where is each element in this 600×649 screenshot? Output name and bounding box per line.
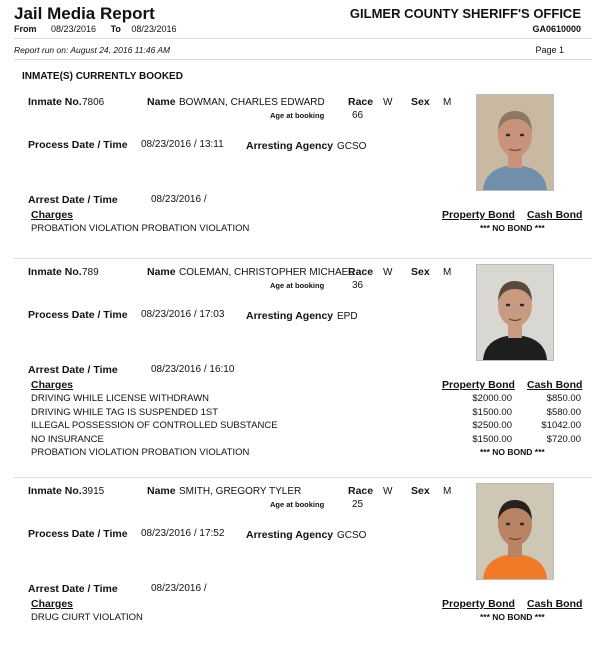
age-value: 25	[352, 499, 364, 510]
inmate-name: COLEMAN, CHRISTOPHER MICHAEL	[179, 267, 354, 278]
process-date-time-value: 08/23/2016 / 17:03	[141, 309, 225, 320]
office-code: GA0610000	[532, 24, 581, 34]
age-value: 36	[352, 280, 364, 291]
arrest-date-time-value: 08/23/2016 /	[151, 583, 207, 594]
property-bond-amount: $2000.00	[472, 393, 512, 404]
divider	[14, 258, 592, 259]
charge-description: ILLEGAL POSSESSION OF CONTROLLED SUBSTANCE	[31, 420, 278, 431]
arresting-agency-label: Arresting Agency	[246, 140, 334, 152]
cash-bond-header: Cash Bond	[527, 209, 583, 221]
no-bond-note: *** NO BOND ***	[480, 447, 545, 457]
to-date: 08/23/2016	[131, 24, 177, 34]
report-run-on: Report run on: August 24, 2016 11:46 AM	[14, 45, 171, 55]
age-at-booking-label: Age at booking	[270, 500, 325, 509]
name-label: Name	[147, 266, 176, 278]
property-bond-header: Property Bond	[442, 379, 515, 391]
sheriff-office-name: GILMER COUNTY SHERIFF'S OFFICE	[349, 6, 581, 21]
sex-value: M	[443, 267, 452, 278]
inmate-no-label: Inmate No.	[28, 266, 82, 278]
name-label: Name	[147, 96, 176, 108]
from-label: From	[14, 24, 37, 34]
arrest-date-time-value: 08/23/2016 /	[151, 194, 207, 205]
race-value: W	[383, 267, 393, 278]
charge-description: DRUG CIURT VIOLATION	[31, 612, 143, 623]
report-title: Jail Media Report	[14, 4, 155, 23]
race-label: Race	[348, 266, 374, 278]
to-label: To	[110, 24, 121, 34]
age-at-booking-label: Age at booking	[270, 111, 325, 120]
arrest-date-time-value: 08/23/2016 / 16:10	[151, 364, 235, 375]
page-number: Page 1	[535, 45, 564, 55]
cash-bond-amount: $1042.00	[541, 420, 581, 431]
arrest-date-time-label: Arrest Date / Time	[28, 364, 118, 376]
charge-description: DRIVING WHILE TAG IS SUSPENDED 1ST	[31, 406, 219, 418]
divider	[14, 477, 592, 478]
inmate-photo	[476, 483, 554, 580]
sex-label: Sex	[411, 485, 430, 497]
inmate-photo	[476, 94, 554, 191]
charge-description: NO INSURANCE	[31, 433, 104, 445]
race-label: Race	[348, 485, 374, 497]
cash-bond-amount: $850.00	[546, 393, 581, 404]
arresting-agency-label: Arresting Agency	[246, 310, 334, 322]
inmate-no-label: Inmate No.	[28, 96, 82, 108]
inmate-photo	[476, 264, 554, 361]
charges-header: Charges	[31, 209, 74, 221]
property-bond-amount: $2500.00	[472, 420, 512, 431]
name-label: Name	[147, 485, 176, 497]
age-at-booking-label: Age at booking	[270, 281, 325, 290]
cash-bond-header: Cash Bond	[527, 379, 583, 391]
inmate-name: BOWMAN, CHARLES EDWARD	[179, 97, 325, 108]
charges-header: Charges	[31, 379, 74, 391]
no-bond-note: *** NO BOND ***	[480, 223, 545, 233]
cash-bond-header: Cash Bond	[527, 598, 583, 610]
sex-label: Sex	[411, 96, 430, 108]
section-title: INMATE(S) CURRENTLY BOOKED	[22, 71, 183, 82]
cash-bond-amount: $580.00	[546, 406, 581, 418]
sex-value: M	[443, 97, 452, 108]
sex-value: M	[443, 486, 452, 497]
process-date-time-label: Process Date / Time	[28, 309, 128, 321]
property-bond-amount: $1500.00	[472, 406, 512, 418]
divider	[14, 38, 592, 39]
property-bond-header: Property Bond	[442, 598, 515, 610]
from-date: 08/23/2016	[51, 24, 97, 34]
arresting-agency-value: EPD	[337, 311, 358, 322]
inmate-name: SMITH, GREGORY TYLER	[179, 486, 302, 497]
arresting-agency-label: Arresting Agency	[246, 529, 334, 541]
process-date-time-label: Process Date / Time	[28, 528, 128, 540]
charge-description: PROBATION VIOLATION PROBATION VIOLATION	[31, 223, 250, 234]
race-value: W	[383, 486, 393, 497]
date-range	[14, 24, 176, 34]
arresting-agency-value: GCSO	[337, 141, 367, 152]
no-bond-note: *** NO BOND ***	[480, 612, 545, 622]
process-date-time-value: 08/23/2016 / 13:11	[141, 139, 224, 150]
charges-header: Charges	[31, 598, 74, 610]
race-value: W	[383, 97, 393, 108]
process-date-time-label: Process Date / Time	[28, 139, 128, 151]
charge-description: DRIVING WHILE LICENSE WITHDRAWN	[31, 393, 210, 404]
inmate-no-value: 7806	[82, 97, 105, 108]
arresting-agency-value: GCSO	[337, 530, 367, 541]
inmate-no-value: 789	[82, 267, 99, 278]
charge-description: PROBATION VIOLATION PROBATION VIOLATION	[31, 447, 250, 458]
property-bond-amount: $1500.00	[472, 433, 512, 445]
race-label: Race	[348, 96, 374, 108]
process-date-time-value: 08/23/2016 / 17:52	[141, 528, 225, 539]
property-bond-header: Property Bond	[442, 209, 515, 221]
inmate-no-label: Inmate No.	[28, 485, 82, 497]
age-value: 66	[352, 110, 364, 121]
divider	[14, 59, 592, 60]
inmate-no-value: 3915	[82, 486, 105, 497]
arrest-date-time-label: Arrest Date / Time	[28, 194, 118, 206]
cash-bond-amount: $720.00	[546, 433, 581, 445]
arrest-date-time-label: Arrest Date / Time	[28, 583, 118, 595]
sex-label: Sex	[411, 266, 430, 278]
